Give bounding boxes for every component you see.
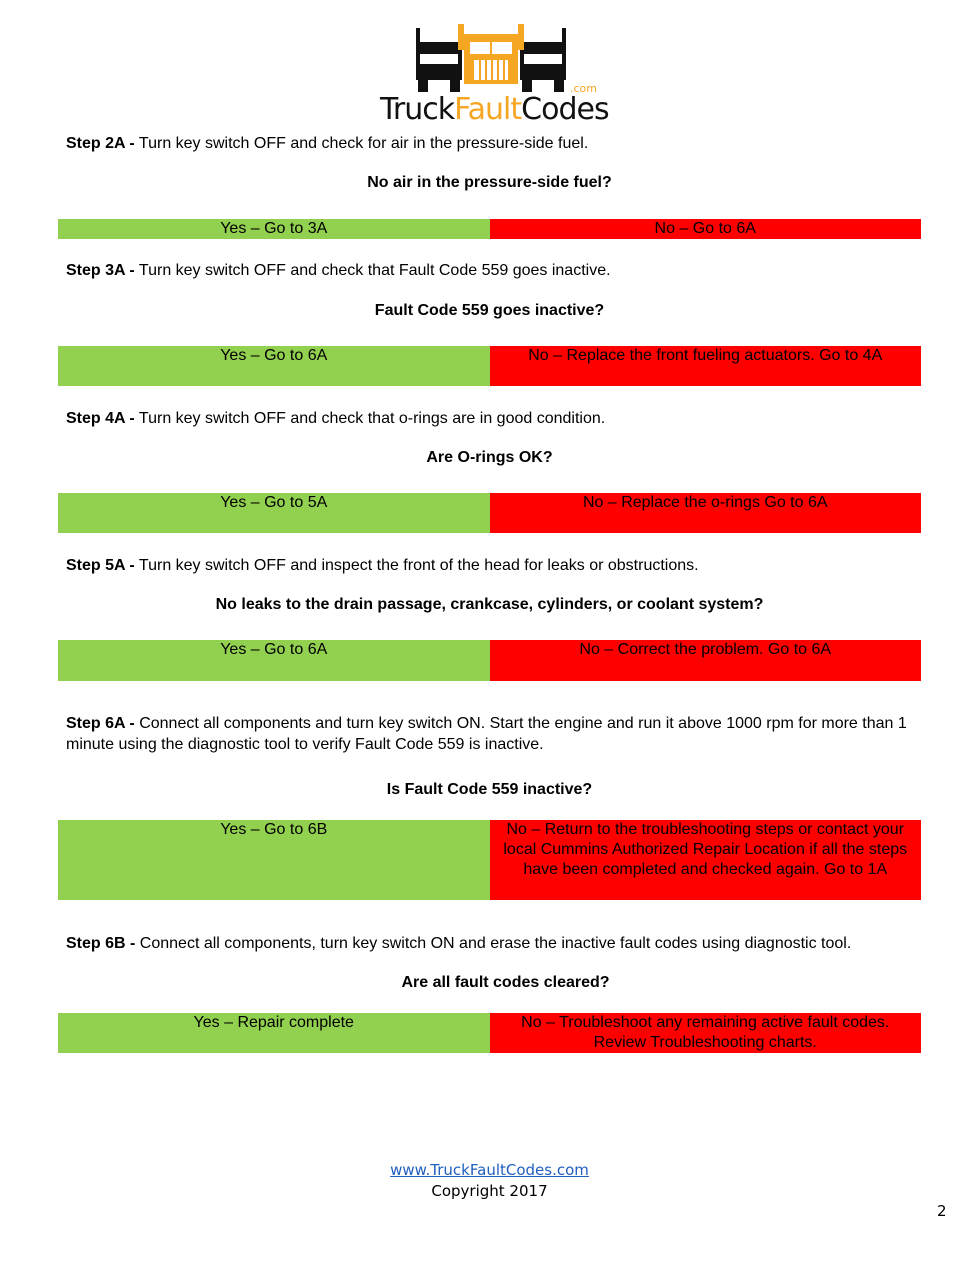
- question-step-6a: Is Fault Code 559 inactive?: [386, 781, 593, 798]
- yes-answer: Yes – Go to 3A: [58, 219, 490, 239]
- no-answer: No – Return to the troubleshooting steps or contact your local Cummins Authorized Repair Location if all the steps have been completed and checked again. Go to 1A: [490, 820, 922, 900]
- page-number: 2: [937, 1202, 947, 1220]
- answer-row-step-6a: [58, 820, 921, 900]
- step-2a-text: Step 2A - Turn key switch OFF and check for air in the pressure-side fuel.: [66, 135, 589, 152]
- no-answer: No – Replace the o-rings Go to 6A: [490, 493, 922, 533]
- answer-row-step-2a: [58, 219, 921, 239]
- yes-answer: Yes – Repair complete: [58, 1013, 490, 1053]
- answer-row-step-5a: [58, 640, 921, 681]
- step-6b-text: Step 6B - Connect all components, turn key switch ON and erase the inactive fault codes using diagnostic tool.: [66, 935, 852, 952]
- question-step-2a: No air in the pressure-side fuel?: [367, 174, 612, 191]
- question-step-4a: Are O-rings OK?: [426, 449, 553, 466]
- truck-icon: [380, 20, 602, 95]
- no-answer: No – Troubleshoot any remaining active fault codes. Review Troubleshooting charts.: [490, 1013, 922, 1053]
- step-3a-text: Step 3A - Turn key switch OFF and check that Fault Code 559 goes inactive.: [66, 262, 611, 279]
- yes-answer: Yes – Go to 5A: [58, 493, 490, 533]
- no-answer: No – Go to 6A: [490, 219, 922, 239]
- yes-answer: Yes – Go to 6A: [58, 640, 490, 681]
- step-5a-text: Step 5A - Turn key switch OFF and inspect the front of the head for leaks or obstructions.: [66, 557, 699, 574]
- answer-row-step-3a: [58, 346, 921, 386]
- question-step-3a: Fault Code 559 goes inactive?: [374, 302, 605, 319]
- logo-wordmark: TruckFaultCodes: [380, 92, 609, 127]
- yes-answer: Yes – Go to 6A: [58, 346, 490, 386]
- truck-fault-codes-logo: [380, 20, 609, 130]
- logo-dotcom: .com: [570, 82, 597, 95]
- copyright-text: Copyright 2017: [431, 1182, 548, 1200]
- no-answer: No – Correct the problem. Go to 6A: [490, 640, 922, 681]
- answer-row-step-6b: [58, 1013, 921, 1053]
- question-step-5a: No leaks to the drain passage, crankcase, cylinders, or coolant system?: [215, 596, 764, 613]
- question-step-6b: Are all fault codes cleared?: [401, 974, 610, 991]
- yes-answer: Yes – Go to 6B: [58, 820, 490, 900]
- no-answer: No – Replace the front fueling actuators. Go to 4A: [490, 346, 922, 386]
- step-4a-text: Step 4A - Turn key switch OFF and check that o-rings are in good condition.: [66, 410, 606, 427]
- answer-row-step-4a: [58, 493, 921, 533]
- website-link[interactable]: www.TruckFaultCodes.com: [390, 1161, 589, 1179]
- step-6a-text: Step 6A - Connect all components and turn key switch ON. Start the engine and run it above 1000 rpm for more than 1 minute using the diagnostic tool to verify Fault Code 559 is inactive.: [66, 715, 907, 753]
